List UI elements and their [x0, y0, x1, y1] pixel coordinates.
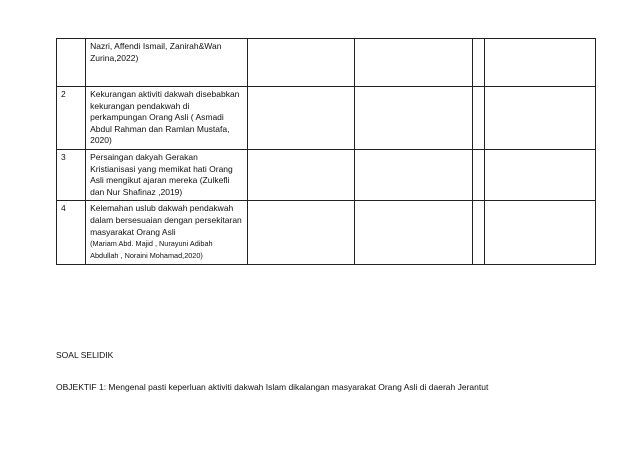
row-description: [86, 87, 248, 150]
empty-cell: [473, 39, 485, 87]
empty-cell: [354, 87, 473, 150]
empty-cell: [354, 39, 473, 87]
table-row: [57, 201, 596, 265]
description-line: Zurina,2022): [90, 52, 139, 63]
citation-line: (Mariam Abd. Majid , Nurayuni Adibah: [90, 239, 213, 249]
row-description: [86, 39, 248, 87]
row-description: [86, 149, 248, 200]
empty-cell: [484, 149, 595, 200]
empty-cell: [473, 149, 485, 200]
table-row: [57, 149, 596, 200]
empty-cell: [484, 39, 595, 87]
description-line: Kelemahan uslub dakwah pendakwah: [90, 203, 234, 214]
description-line: Kristianisasi yang memikat hati Orang: [90, 163, 233, 174]
description-line: Kekurangan aktiviti dakwah disebabkan: [90, 89, 240, 99]
empty-cell: [473, 201, 485, 265]
description-line: kekurangan pendakwah di: [90, 100, 190, 111]
empty-cell: [354, 201, 473, 265]
empty-cell: [354, 149, 473, 200]
row-number: 3: [57, 149, 86, 200]
description-line: masyarakat Orang Asli: [90, 226, 176, 237]
description-line: Abdul Rahman dan Ramlan Mustafa,: [90, 123, 230, 134]
literature-table: [56, 38, 596, 265]
description-line: Nazri, Affendi Ismail, Zanirah&Wan: [90, 41, 222, 51]
empty-cell: [247, 201, 354, 265]
empty-cell: [484, 87, 595, 150]
row-number: 2: [57, 87, 86, 150]
description-line: dan Nur Shafinaz ,2019): [90, 186, 183, 197]
description-line: dalam bersesuaian dengan persekitaran: [90, 214, 242, 225]
row-description: [86, 201, 248, 265]
table-row: [57, 39, 596, 87]
description-line: 2020): [90, 135, 112, 146]
table-row: [57, 87, 596, 150]
empty-cell: [484, 201, 595, 265]
row-number: [57, 39, 86, 87]
section-heading: SOAL SELIDIK: [56, 350, 114, 360]
row-number: 4: [57, 201, 86, 265]
citation-line: Abdullah , Noraini Mohamad,2020): [90, 250, 203, 260]
empty-cell: [247, 149, 354, 200]
empty-cell: [473, 87, 485, 150]
objective-text: OBJEKTIF 1: Mengenal pasti keperluan aktiviti dakwah Islam dikalangan masyarakat Orang Asli di daerah Jerantut: [56, 382, 489, 392]
description-line: Asli mengikut ajaran mereka (Zulkefli: [90, 175, 230, 186]
description-line: perkampungan Orang Asli ( Asmadi: [90, 112, 224, 123]
empty-cell: [247, 87, 354, 150]
empty-cell: [247, 39, 354, 87]
description-line: Persaingan dakyah Gerakan: [90, 151, 198, 162]
